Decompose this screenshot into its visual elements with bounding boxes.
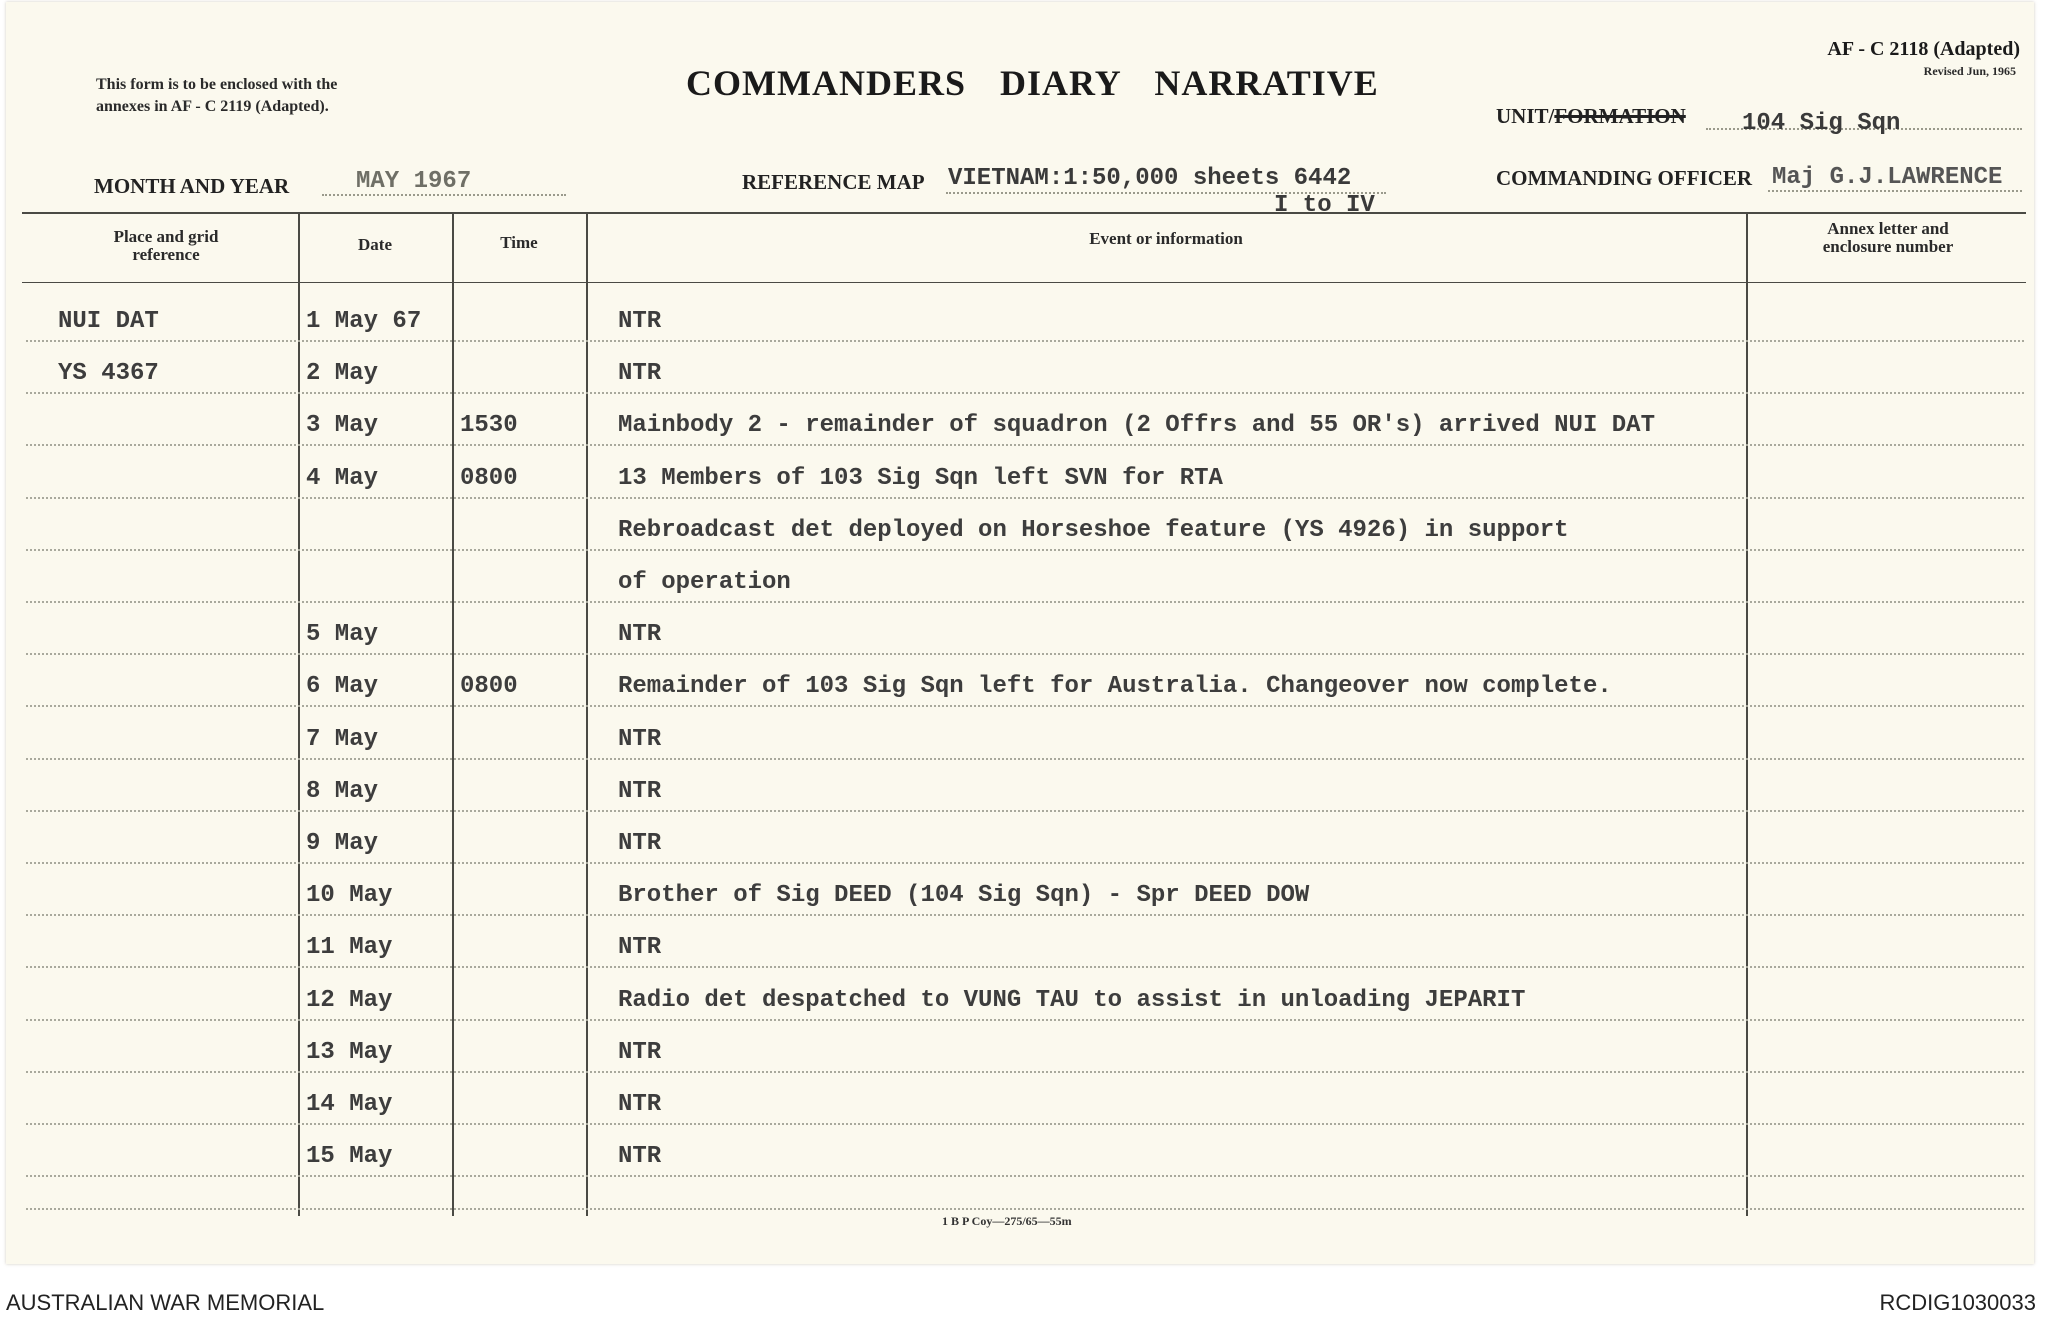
table-row-line bbox=[26, 914, 2024, 916]
unit-label bbox=[1496, 104, 1686, 129]
form-title: COMMANDERS DIARY NARRATIVE bbox=[686, 63, 1379, 103]
print-code: 1 B P Coy—275/65—55m bbox=[942, 1214, 1072, 1228]
row-place: YS 4367 bbox=[58, 360, 159, 387]
row-event: NTR bbox=[618, 308, 662, 335]
row-event: NTR bbox=[618, 934, 662, 961]
unit-label-prefix: UNIT/ bbox=[1496, 104, 1555, 128]
table-top-border bbox=[22, 212, 2026, 214]
row-date: 7 May bbox=[306, 726, 379, 753]
row-date: 13 May bbox=[306, 1039, 393, 1066]
table-row-line bbox=[26, 1123, 2024, 1125]
row-event: NTR bbox=[618, 778, 662, 805]
table-row-line bbox=[26, 810, 2024, 812]
enclosure-note-line2: annexes in AF - C 2119 (Adapted). bbox=[96, 98, 329, 115]
reference-map-value: VIETNAM:1:50,000 sheets 6442 bbox=[948, 165, 1352, 192]
row-date: 4 May bbox=[306, 465, 379, 492]
row-date: 8 May bbox=[306, 778, 379, 805]
row-date: 10 May bbox=[306, 882, 393, 909]
table-row-line bbox=[26, 1071, 2024, 1073]
row-date: 14 May bbox=[306, 1091, 393, 1118]
row-event: NTR bbox=[618, 726, 662, 753]
column-divider-date-time bbox=[452, 212, 454, 1216]
row-time: 0800 bbox=[460, 465, 518, 492]
row-event: NTR bbox=[618, 360, 662, 387]
row-date: 5 May bbox=[306, 621, 379, 648]
archive-label: AUSTRALIAN WAR MEMORIAL bbox=[6, 1290, 325, 1315]
diary-form-sheet bbox=[6, 2, 2034, 1264]
column-divider-place-date bbox=[298, 212, 300, 1216]
column-header-place-line2: reference bbox=[132, 245, 200, 264]
row-time: 1530 bbox=[460, 412, 518, 439]
commanding-officer-value: Maj G.J.LAWRENCE bbox=[1772, 164, 2003, 191]
form-number: AF - C 2118 (Adapted) bbox=[1827, 38, 2020, 60]
row-date: 9 May bbox=[306, 830, 379, 857]
commanding-officer-label: COMMANDING OFFICER bbox=[1496, 166, 1753, 190]
row-event: NTR bbox=[618, 1143, 662, 1170]
row-date: 3 May bbox=[306, 412, 379, 439]
column-header-date: Date bbox=[358, 235, 392, 254]
row-event: NTR bbox=[618, 621, 662, 648]
row-place: NUI DAT bbox=[58, 308, 159, 335]
table-row-line bbox=[26, 340, 2024, 342]
column-divider-time-event bbox=[586, 212, 588, 1216]
table-row-line bbox=[26, 444, 2024, 446]
row-date: 11 May bbox=[306, 934, 393, 961]
reference-map-value-line2: I to IV bbox=[1274, 192, 1375, 219]
unit-value: 104 Sig Sqn bbox=[1742, 110, 1901, 137]
form-revised-date: Revised Jun, 1965 bbox=[1923, 64, 2016, 78]
table-bottom-line bbox=[26, 1208, 2024, 1210]
row-date: 6 May bbox=[306, 673, 379, 700]
column-header-annex-line1: Annex letter and bbox=[1827, 219, 1949, 238]
table-row-line bbox=[26, 862, 2024, 864]
table-row-line bbox=[26, 601, 2024, 603]
row-event: NTR bbox=[618, 1039, 662, 1066]
row-event: Mainbody 2 - remainder of squadron (2 Offrs and 55 OR's) arrived NUI DAT bbox=[618, 412, 1655, 439]
row-date: 2 May bbox=[306, 360, 379, 387]
column-divider-event-annex bbox=[1746, 212, 1748, 1216]
row-time: 0800 bbox=[460, 673, 518, 700]
table-header-border bbox=[22, 282, 2026, 283]
column-header-place-line1: Place and grid bbox=[113, 227, 219, 246]
archive-reference-code: RCDIG1030033 bbox=[1879, 1290, 2036, 1315]
column-header-event: Event or information bbox=[1089, 229, 1243, 248]
table-row-line bbox=[26, 966, 2024, 968]
enclosure-note bbox=[96, 74, 337, 118]
row-event: NTR bbox=[618, 830, 662, 857]
row-event: of operation bbox=[618, 569, 791, 596]
unit-label-struck: FORMATION bbox=[1554, 104, 1686, 128]
reference-map-label: REFERENCE MAP bbox=[742, 170, 925, 194]
row-event: Brother of Sig DEED (104 Sig Sqn) - Spr DEED DOW bbox=[618, 882, 1310, 909]
column-header-annex-line2: enclosure number bbox=[1822, 237, 1954, 256]
column-header-annex bbox=[1748, 220, 2028, 256]
table-row-line bbox=[26, 392, 2024, 394]
table-row-line bbox=[26, 758, 2024, 760]
table-row-line bbox=[26, 1019, 2024, 1021]
column-header-place bbox=[36, 228, 296, 264]
month-year-label: MONTH AND YEAR bbox=[94, 174, 290, 198]
table-row-line bbox=[26, 1175, 2024, 1177]
table-row-line bbox=[26, 497, 2024, 499]
row-event: Rebroadcast det deployed on Horseshoe feature (YS 4926) in support bbox=[618, 517, 1569, 544]
row-event: 13 Members of 103 Sig Sqn left SVN for RTA bbox=[618, 465, 1223, 492]
row-event: NTR bbox=[618, 1091, 662, 1118]
table-row-line bbox=[26, 705, 2024, 707]
enclosure-note-line1: This form is to be enclosed with the bbox=[96, 76, 338, 93]
row-date: 1 May 67 bbox=[306, 308, 422, 335]
table-row-line bbox=[26, 549, 2024, 551]
column-header-time: Time bbox=[500, 233, 538, 252]
row-date: 12 May bbox=[306, 987, 393, 1014]
month-year-value: MAY 1967 bbox=[356, 168, 472, 195]
row-date: 15 May bbox=[306, 1143, 393, 1170]
row-event: Remainder of 103 Sig Sqn left for Australia. Changeover now complete. bbox=[618, 673, 1612, 700]
row-event: Radio det despatched to VUNG TAU to assist in unloading JEPARIT bbox=[618, 987, 1526, 1014]
table-row-line bbox=[26, 653, 2024, 655]
